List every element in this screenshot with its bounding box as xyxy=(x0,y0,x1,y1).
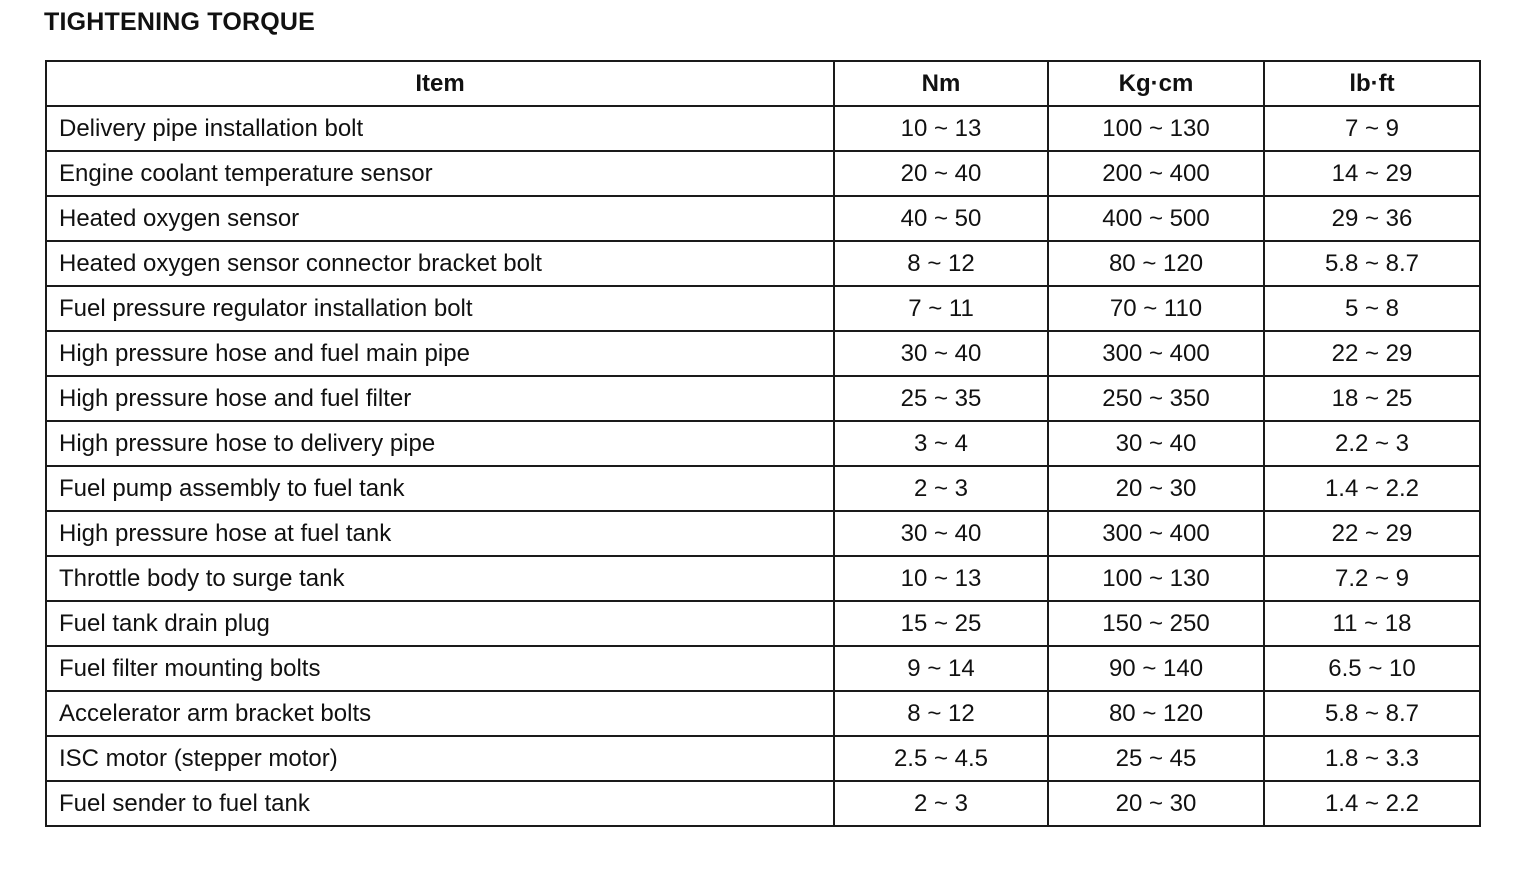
kgcm-cell: 30 ~ 40 xyxy=(1048,421,1264,466)
item-cell: High pressure hose to delivery pipe xyxy=(46,421,834,466)
table-header xyxy=(46,61,1480,106)
torque-table xyxy=(45,60,1481,827)
kgcm-cell: 80 ~ 120 xyxy=(1048,691,1264,736)
lbft-cell: 18 ~ 25 xyxy=(1264,376,1480,421)
nm-cell: 2.5 ~ 4.5 xyxy=(834,736,1048,781)
nm-cell: 30 ~ 40 xyxy=(834,331,1048,376)
kgcm-cell: 100 ~ 130 xyxy=(1048,106,1264,151)
lbft-cell: 5 ~ 8 xyxy=(1264,286,1480,331)
item-cell: Fuel pump assembly to fuel tank xyxy=(46,466,834,511)
item-cell: Fuel pressure regulator installation bolt xyxy=(46,286,834,331)
kgcm-cell: 25 ~ 45 xyxy=(1048,736,1264,781)
kgcm-cell: 150 ~ 250 xyxy=(1048,601,1264,646)
table-body xyxy=(46,106,1480,826)
item-cell: High pressure hose and fuel filter xyxy=(46,376,834,421)
table-row xyxy=(46,466,1480,511)
lbft-cell: 22 ~ 29 xyxy=(1264,511,1480,556)
nm-cell: 10 ~ 13 xyxy=(834,106,1048,151)
nm-cell: 30 ~ 40 xyxy=(834,511,1048,556)
kgcm-cell: 300 ~ 400 xyxy=(1048,511,1264,556)
nm-cell: 9 ~ 14 xyxy=(834,646,1048,691)
table-row xyxy=(46,736,1480,781)
nm-cell: 25 ~ 35 xyxy=(834,376,1048,421)
kgcm-cell: 200 ~ 400 xyxy=(1048,151,1264,196)
table-row xyxy=(46,196,1480,241)
table-row xyxy=(46,511,1480,556)
lbft-cell: 22 ~ 29 xyxy=(1264,331,1480,376)
lbft-cell: 7 ~ 9 xyxy=(1264,106,1480,151)
table-row xyxy=(46,286,1480,331)
item-cell: High pressure hose at fuel tank xyxy=(46,511,834,556)
item-cell: Fuel tank drain plug xyxy=(46,601,834,646)
item-cell: Throttle body to surge tank xyxy=(46,556,834,601)
nm-cell: 2 ~ 3 xyxy=(834,781,1048,826)
nm-cell: 3 ~ 4 xyxy=(834,421,1048,466)
table-row xyxy=(46,691,1480,736)
item-cell: Accelerator arm bracket bolts xyxy=(46,691,834,736)
page-title: TIGHTENING TORQUE xyxy=(44,8,316,36)
item-cell: Fuel filter mounting bolts xyxy=(46,646,834,691)
column-header-item: Item xyxy=(46,61,834,106)
nm-cell: 20 ~ 40 xyxy=(834,151,1048,196)
column-header-kgcm: Kg·cm xyxy=(1048,61,1264,106)
item-cell: Fuel sender to fuel tank xyxy=(46,781,834,826)
lbft-cell: 5.8 ~ 8.7 xyxy=(1264,691,1480,736)
table-row xyxy=(46,601,1480,646)
nm-cell: 2 ~ 3 xyxy=(834,466,1048,511)
nm-cell: 15 ~ 25 xyxy=(834,601,1048,646)
item-cell: ISC motor (stepper motor) xyxy=(46,736,834,781)
lbft-cell: 1.4 ~ 2.2 xyxy=(1264,466,1480,511)
kgcm-cell: 90 ~ 140 xyxy=(1048,646,1264,691)
nm-cell: 8 ~ 12 xyxy=(834,241,1048,286)
table-row xyxy=(46,331,1480,376)
kgcm-cell: 100 ~ 130 xyxy=(1048,556,1264,601)
item-cell: Heated oxygen sensor connector bracket bolt xyxy=(46,241,834,286)
column-header-nm: Nm xyxy=(834,61,1048,106)
item-cell: Engine coolant temperature sensor xyxy=(46,151,834,196)
lbft-cell: 1.4 ~ 2.2 xyxy=(1264,781,1480,826)
lbft-cell: 1.8 ~ 3.3 xyxy=(1264,736,1480,781)
header-row xyxy=(46,61,1480,106)
kgcm-cell: 20 ~ 30 xyxy=(1048,781,1264,826)
kgcm-cell: 70 ~ 110 xyxy=(1048,286,1264,331)
lbft-cell: 7.2 ~ 9 xyxy=(1264,556,1480,601)
table-row xyxy=(46,241,1480,286)
table-row xyxy=(46,646,1480,691)
nm-cell: 10 ~ 13 xyxy=(834,556,1048,601)
lbft-cell: 5.8 ~ 8.7 xyxy=(1264,241,1480,286)
lbft-cell: 11 ~ 18 xyxy=(1264,601,1480,646)
nm-cell: 40 ~ 50 xyxy=(834,196,1048,241)
item-cell: High pressure hose and fuel main pipe xyxy=(46,331,834,376)
nm-cell: 7 ~ 11 xyxy=(834,286,1048,331)
lbft-cell: 2.2 ~ 3 xyxy=(1264,421,1480,466)
lbft-cell: 29 ~ 36 xyxy=(1264,196,1480,241)
lbft-cell: 14 ~ 29 xyxy=(1264,151,1480,196)
table-row xyxy=(46,376,1480,421)
kgcm-cell: 80 ~ 120 xyxy=(1048,241,1264,286)
item-cell: Heated oxygen sensor xyxy=(46,196,834,241)
table-row xyxy=(46,781,1480,826)
kgcm-cell: 300 ~ 400 xyxy=(1048,331,1264,376)
nm-cell: 8 ~ 12 xyxy=(834,691,1048,736)
item-cell: Delivery pipe installation bolt xyxy=(46,106,834,151)
table-row xyxy=(46,556,1480,601)
table-row xyxy=(46,151,1480,196)
kgcm-cell: 250 ~ 350 xyxy=(1048,376,1264,421)
lbft-cell: 6.5 ~ 10 xyxy=(1264,646,1480,691)
table-row xyxy=(46,421,1480,466)
column-header-lbft: lb·ft xyxy=(1264,61,1480,106)
kgcm-cell: 400 ~ 500 xyxy=(1048,196,1264,241)
table-row xyxy=(46,106,1480,151)
kgcm-cell: 20 ~ 30 xyxy=(1048,466,1264,511)
